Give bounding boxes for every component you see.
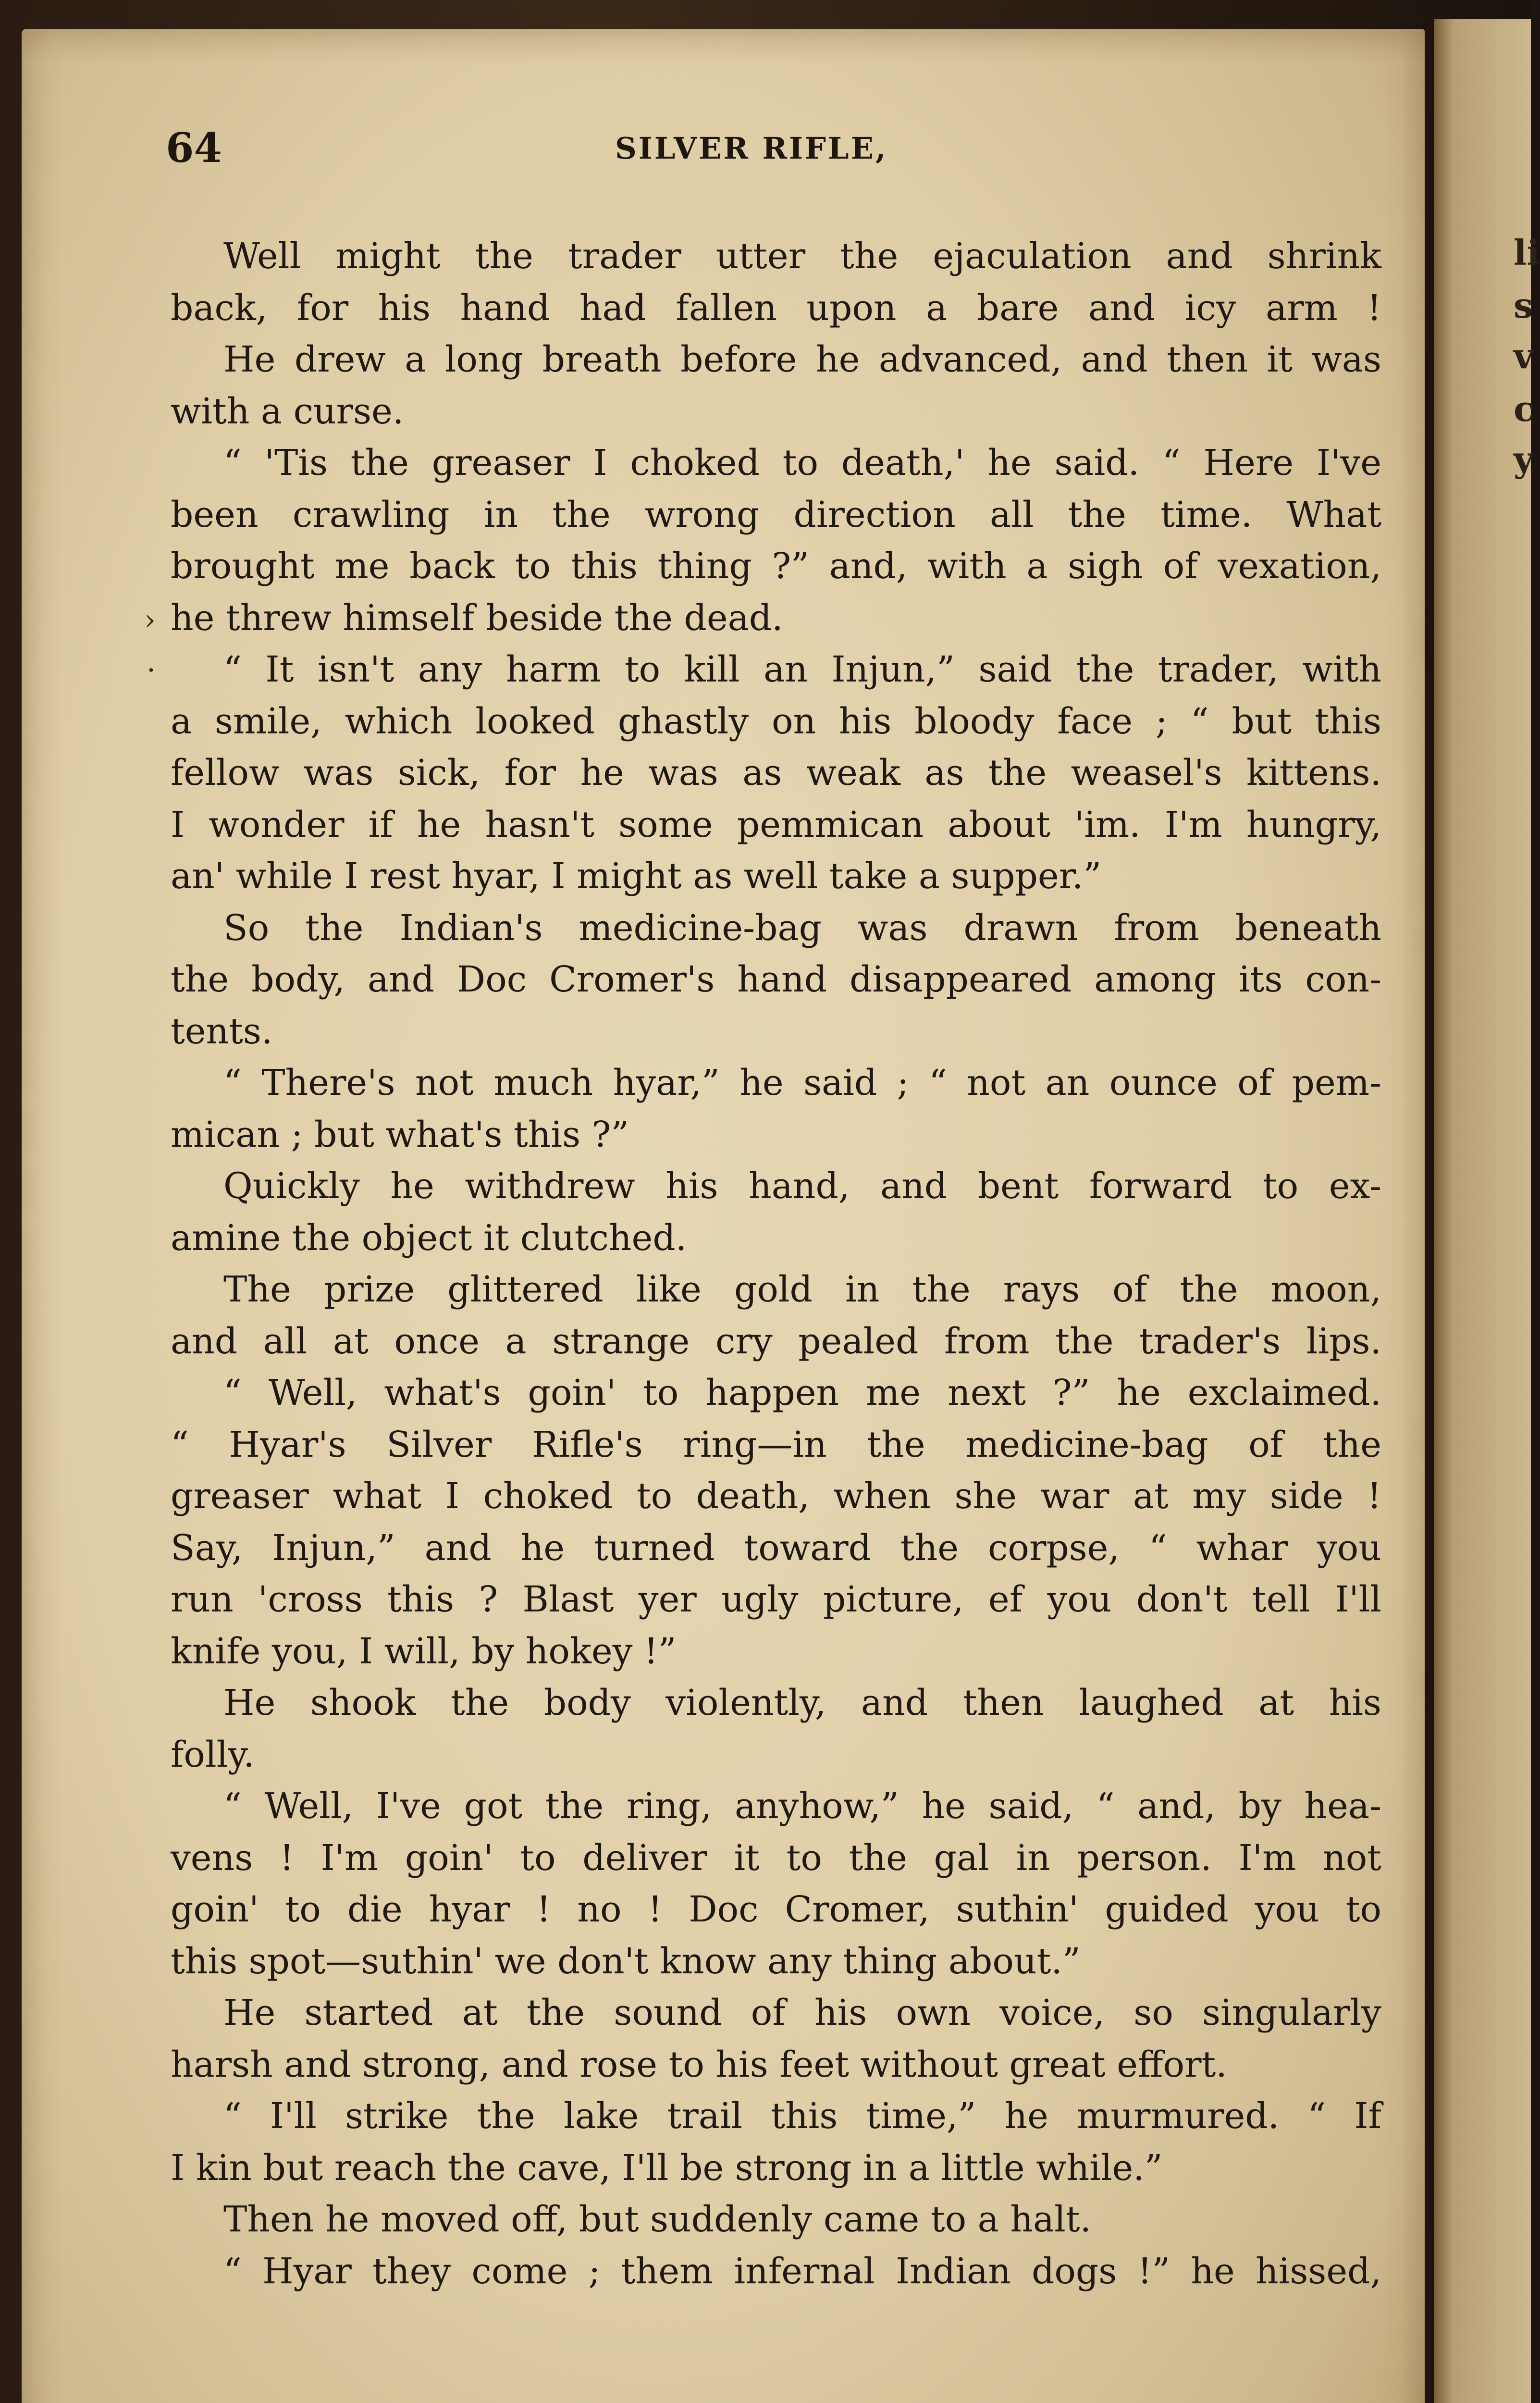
text-line: run 'cross this ? Blast yer ugly picture, ef you don't tell I'll: [171, 1579, 1381, 1620]
text-line: “ 'Tis the greaser I choked to death,' he said. “ Here I've: [223, 442, 1381, 483]
text-line: He started at the sound of his own voice, so singularly: [223, 1992, 1381, 2033]
text-line: he threw himself beside the dead.: [171, 597, 783, 639]
text-line: back, for his hand had fallen upon a bare and icy arm !: [171, 287, 1381, 329]
text-line: He drew a long breath before he advanced, and then it was: [223, 339, 1381, 380]
text-line: “ Well, I've got the ring, anyhow,” he said, “ and, by hea-: [223, 1785, 1381, 1827]
running-head: SILVER RIFLE,: [615, 131, 888, 166]
text-line: “ It isn't any harm to kill an Injun,” said the trader, with: [223, 649, 1381, 690]
text-line: with a curse.: [171, 390, 404, 432]
text-line: vens ! I'm goin' to deliver it to the gal in person. I'm not: [171, 1837, 1381, 1879]
text-line: this spot—suthin' we don't know any thing about.”: [171, 1940, 1081, 1982]
text-line: brought me back to this thing ?” and, with a sigh of vexation,: [171, 545, 1381, 587]
text-line: I wonder if he hasn't some pemmican about 'im. I'm hungry,: [171, 804, 1381, 845]
text-line: an' while I rest hyar, I might as well take a supper.”: [171, 855, 1102, 897]
text-line: greaser what I choked to death, when she war at my side !: [171, 1475, 1381, 1517]
text-line: amine the object it clutched.: [171, 1217, 687, 1259]
text-line: “ Well, what's goin' to happen me next ?” he exclaimed.: [223, 1372, 1381, 1413]
text-line: been crawling in the wrong direction all the time. What: [171, 494, 1381, 535]
margin-mark: ·: [147, 654, 156, 687]
text-line: knife you, I will, by hokey !”: [171, 1630, 677, 1672]
facing-fragment: li: [1514, 232, 1540, 273]
text-line: a smile, which looked ghastly on his bloody face ; “ but this: [171, 700, 1381, 742]
facing-fragment: v: [1514, 335, 1534, 376]
text-line: So the Indian's medicine-bag was drawn from beneath: [223, 907, 1381, 949]
body-text: [171, 231, 1381, 2297]
text-line: tents.: [171, 1010, 273, 1052]
text-line: Say, Injun,” and he turned toward the corpse, “ whar you: [171, 1527, 1381, 1569]
text-line: mican ; but what's this ?”: [171, 1114, 629, 1155]
text-line: harsh and strong, and rose to his feet without great effort.: [171, 2044, 1227, 2085]
text-line: goin' to die hyar ! no ! Doc Cromer, suthin' guided you to: [171, 1889, 1381, 1930]
facing-fragment: s: [1514, 285, 1533, 326]
text-line: Well might the trader utter the ejaculation and shrink: [223, 235, 1381, 277]
text-line: “ I'll strike the lake trail this time,” he murmured. “ If: [223, 2095, 1381, 2137]
text-line: and all at once a strange cry pealed from the trader's lips.: [171, 1320, 1381, 1362]
text-line: I kin but reach the cave, I'll be strong in a little while.”: [171, 2147, 1163, 2189]
text-line: “ There's not much hyar,” he said ; “ not an ounce of pem-: [223, 1062, 1381, 1103]
text-line: The prize glittered like gold in the rays of the moon,: [223, 1269, 1381, 1310]
text-line: fellow was sick, for he was as weak as the weasel's kittens.: [171, 752, 1381, 793]
text-line: “ Hyar they come ; them infernal Indian dogs !” he hissed,: [223, 2250, 1381, 2292]
text-line: Then he moved off, but suddenly came to a halt.: [223, 2199, 1092, 2240]
page-header: [0, 124, 1531, 172]
margin-mark: ›: [144, 603, 156, 637]
text-line: He shook the body violently, and then laughed at his: [223, 1682, 1381, 1723]
text-line: folly.: [171, 1734, 255, 1775]
text-line: “ Hyar's Silver Rifle's ring—in the medicine-bag of the: [171, 1424, 1381, 1465]
facing-fragment: c: [1514, 388, 1535, 429]
page-number: 64: [166, 124, 222, 172]
facing-page-edge: [1434, 19, 1531, 2403]
text-line: the body, and Doc Cromer's hand disappeared among its con-: [171, 959, 1381, 1000]
facing-fragment: y: [1514, 439, 1534, 480]
text-line: Quickly he withdrew his hand, and bent forward to ex-: [223, 1165, 1381, 1207]
